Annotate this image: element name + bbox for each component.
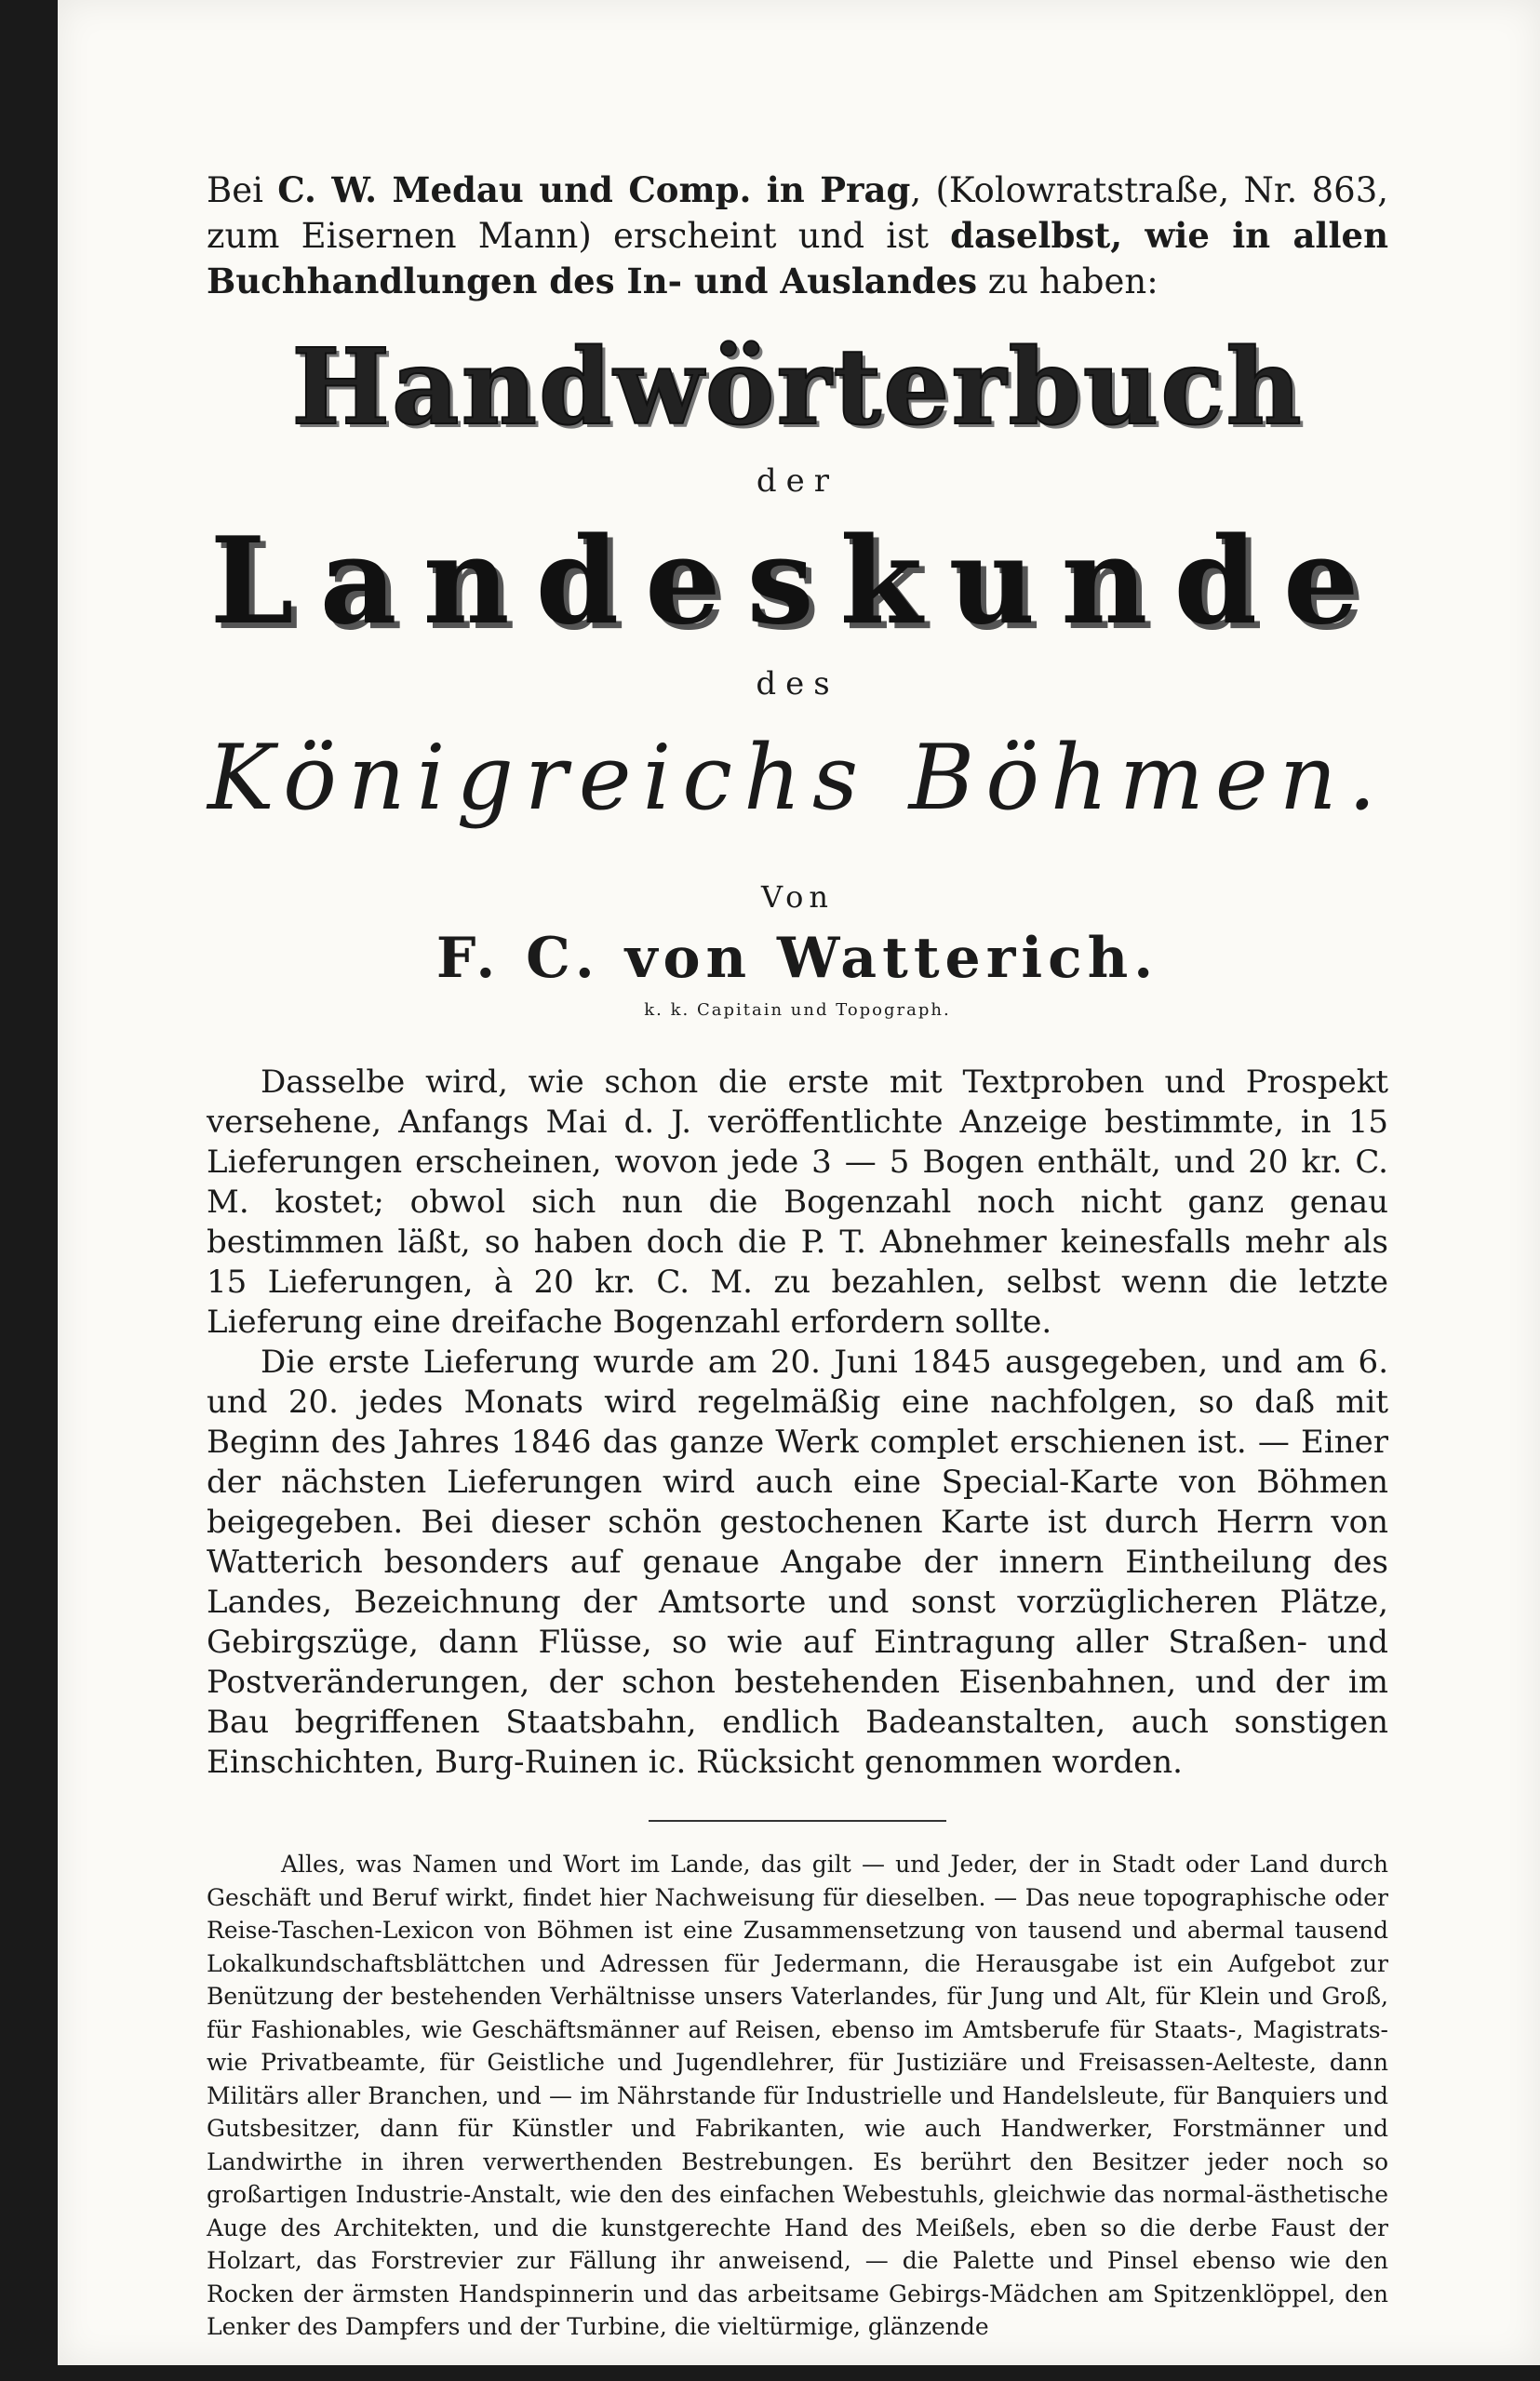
page-content <box>207 167 1388 2344</box>
document-page <box>58 0 1540 2365</box>
title-der: der <box>756 462 839 500</box>
title-koenigreichs-boehmen: Königreichs Böhmen. <box>207 726 1388 830</box>
author-title: k. k. Capitain und Topograph. <box>644 1000 951 1020</box>
small-print-paragraph: Alles, was Namen und Wort im Lande, das gilt — und Jeder, der in Stadt oder Land durch Geschäft und Beruf wirkt, findet hier Nachweisung für dieselben. — Das neue topographische oder Reise-Taschen-Lexicon von Böhmen ist eine Zusammensetzung von tausend und abermal tausend Lokalkundschaftsblättchen und Adressen für Jedermann, die Herausgabe ist ein Aufgebot zur Benützung der bestehenden Verhältnisse unsers Vaterlandes, für Jung und Alt, für Klein und Groß, für Fashionables, wie Geschäftsmänner auf Reisen, ebenso im Amtsberufe für Staats-, Magistrats- wie Privatbeamte, für Geistliche und Jugendlehrer, für Justiziäre und Freisassen-Aelteste, dann Militärs aller Branchen, und — im Nährstande für Industrielle und Handelsleute, für Banquiers und Gutsbesitzer, dann für Künstler und Fabrikanten, wie auch Handwerker, Forstmänner und Landwirthe in ihren verwerthenden Bestrebungen. Es berührt den Besitzer jeder noch so großartigen Industrie-Anstalt, wie den des einfachen Webestuhls, gleichwie das normal-ästhetische Auge des Architekten, und die kunstgerechte Hand des Meißels, eben so die derbe Faust der Holzart, das Forstrevier zur Fällung ihr anweisend, — die Palette und Pinsel ebenso wie den Rocken der ärmsten Handspinnerin und das arbeitsame Gebirgs-Mädchen am Spitzenklöppel, den Lenker des Dampfers und der Turbine, die vieltürmige, glänzende <box>207 1851 1388 2340</box>
availability-note: daselbst, wie in allen Buchhandlungen des In- und Auslandes <box>207 215 1388 301</box>
publisher-name: C. W. Medau und Comp. in Prag <box>277 169 911 210</box>
separator-rule <box>649 1820 946 1822</box>
title-landeskunde: Landeskunde <box>209 512 1386 651</box>
publisher-address: , (Kolowratstraße, Nr. 863, zum Eisernen Mann) erscheint und ist <box>207 170 1388 256</box>
paragraph-1: Dasselbe wird, wie schon die erste mit Textproben und Prospekt versehene, Anfangs Mai d. J. veröffentlichte Anzeige bestimmte, in 15 Lieferungen erscheinen, wovon jede 3 — 5 Bogen enthält, und 20 kr. C. M. kostet; obwol sich nun die Bogenzahl noch nicht ganz genau bestimmen läßt, so haben doch die P. T. Abnehmer keinesfalls mehr als 15 Lieferungen, à 20 kr. C. M. zu bezahlen, selbst wenn die letzte Lieferung eine dreifache Bogenzahl erfordern sollte. <box>207 1063 1388 1341</box>
paragraph-2: Die erste Lieferung wurde am 20. Juni 1845 ausgegeben, und am 6. und 20. jedes Monats wird regelmäßig eine nachfolgen, so daß mit Beginn des Jahres 1846 das ganze Werk complet erschienen ist. — Einer der nächsten Lieferungen wird auch eine Special-Karte von Böhmen beigegeben. Bei dieser schön gestochenen Karte ist durch Herrn von Watterich besonders auf genaue Angabe der innern Eintheilung des Landes, Bezeichnung der Amtsorte und sonst vorzüglicheren Plätze, Gebirgszüge, dann Flüsse, so wie auf Eintragung aller Straßen- und Postveränderungen, der schon bestehenden Eisenbahnen, und der im Bau begriffenen Staatsbahn, endlich Badeanstalten, auch sonstigen Einschichten, Burg-Ruinen ic. Rücksicht genommen worden. <box>207 1344 1388 1781</box>
intro-pre: Bei <box>207 170 278 210</box>
title-des: des <box>756 665 839 702</box>
author-name: F. C. von Watterich. <box>435 926 1159 991</box>
publisher-intro <box>207 167 1388 304</box>
title-handwoerterbuch: Handwörterbuch <box>291 327 1304 448</box>
intro-post: zu haben: <box>977 261 1158 301</box>
author-von: Von <box>760 879 835 915</box>
